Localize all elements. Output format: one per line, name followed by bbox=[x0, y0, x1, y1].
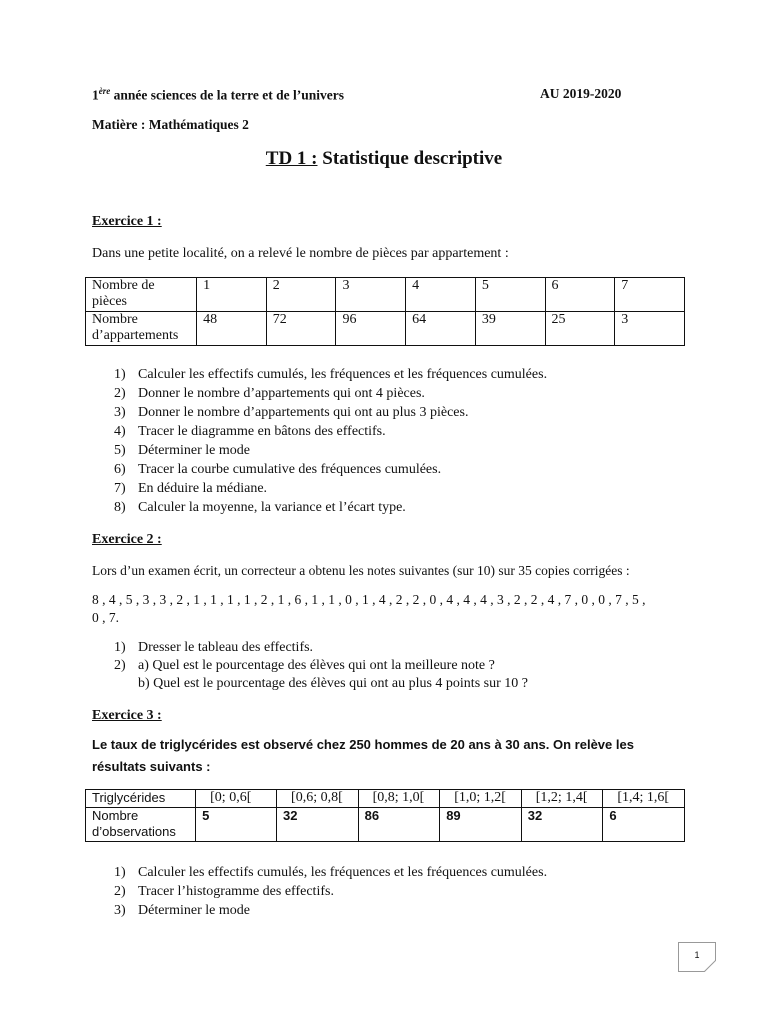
exercise-1-questions bbox=[114, 365, 547, 517]
exercise-2-notes-line-1: 8 , 4 , 5 , 3 , 3 , 2 , 1 , 1 , 1 , 1 , 2 , 1 , 6 , 1 , 1 , 0 , 1 , 4 , 2 , 2 , 0 , 4 , 4 , 4 , 3 , 2 , 2 , 4 , 7 , 0 , 0 , 7 , 5 , bbox=[92, 592, 646, 607]
pieces-table bbox=[85, 277, 685, 346]
table-row-label: Triglycérides bbox=[86, 790, 196, 808]
exercise-2-question-2a: 2) a) Quel est le pourcentage des élèves qui ont la meilleure note ? bbox=[114, 658, 495, 673]
table-cell: [1,2; 1,4[ bbox=[521, 790, 603, 808]
page-number-label: 1 bbox=[694, 950, 700, 960]
table-cell: [0,6; 0,8[ bbox=[277, 790, 359, 808]
table-cell: 25 bbox=[545, 312, 615, 346]
list-item: 8) Calculer la moyenne, la variance et l’écart type. bbox=[114, 500, 406, 515]
course-level bbox=[92, 86, 344, 104]
table-cell: 32 bbox=[277, 808, 359, 842]
list-item: 3) Donner le nombre d’appartements qui ont au plus 3 pièces. bbox=[114, 405, 469, 420]
table-cell: 6 bbox=[603, 808, 685, 842]
table-cell: [0; 0,6[ bbox=[196, 790, 277, 808]
program-name: année sciences de la terre et de l’univers bbox=[110, 87, 344, 103]
table-cell: 5 bbox=[475, 278, 545, 312]
table-cell: 89 bbox=[440, 808, 522, 842]
table-cell: 72 bbox=[266, 312, 336, 346]
exercise-3-intro-line-1: Le taux de triglycérides est observé chez 250 hommes de 20 ans à 30 ans. On relève les bbox=[92, 737, 634, 752]
list-item: 4) Tracer le diagramme en bâtons des effectifs. bbox=[114, 424, 386, 439]
table-cell: 2 bbox=[266, 278, 336, 312]
table-cell: 86 bbox=[358, 808, 440, 842]
table-cell: 39 bbox=[475, 312, 545, 346]
subject-line: Matière : Mathématiques 2 bbox=[92, 117, 249, 132]
list-item: 3) Déterminer le mode bbox=[114, 903, 250, 918]
exercise-3-questions bbox=[114, 863, 547, 920]
level-number: 1 bbox=[92, 87, 99, 103]
list-item: 6) Tracer la courbe cumulative des fréquences cumulées. bbox=[114, 462, 442, 477]
page-number bbox=[678, 942, 716, 972]
table-row-label: Nombre de pièces bbox=[86, 278, 197, 312]
title-name: Statistique descriptive bbox=[317, 148, 503, 169]
list-item: 5) Déterminer le mode bbox=[114, 443, 250, 458]
table-cell: 1 bbox=[197, 278, 267, 312]
level-superscript: ère bbox=[98, 86, 111, 96]
list-item: 2) Donner le nombre d’appartements qui ont 4 pièces. bbox=[114, 386, 425, 401]
table-cell: [1,0; 1,2[ bbox=[440, 790, 522, 808]
exercise-1-heading: Exercice 1 : bbox=[92, 214, 162, 229]
table-cell: 32 bbox=[521, 808, 603, 842]
table-row bbox=[86, 790, 685, 808]
table-cell: 48 bbox=[197, 312, 267, 346]
exercise-3-intro-line-2: résultats suivants : bbox=[92, 759, 211, 774]
table-cell: 5 bbox=[196, 808, 277, 842]
table-row bbox=[86, 808, 685, 842]
list-item: 1) Calculer les effectifs cumulés, les fréquences et les fréquences cumulées. bbox=[114, 367, 548, 382]
exercise-2-question-2b: b) Quel est le pourcentage des élèves qui ont au plus 4 points sur 10 ? bbox=[138, 676, 528, 691]
exercise-2-question-1: 1) Dresser le tableau des effectifs. bbox=[114, 640, 314, 655]
table-cell: 6 bbox=[545, 278, 615, 312]
table-row-label: Nombre d’appartements bbox=[86, 312, 197, 346]
table-cell: 64 bbox=[406, 312, 476, 346]
table-cell: 3 bbox=[615, 312, 685, 346]
exercise-2-intro: Lors d’un examen écrit, un correcteur a obtenu les notes suivantes (sur 10) sur 35 copies corrigées : bbox=[92, 563, 630, 578]
table-cell: 96 bbox=[336, 312, 406, 346]
table-cell: 7 bbox=[615, 278, 685, 312]
table-row-label: Nombre d’observations bbox=[86, 808, 196, 842]
triglycerides-table bbox=[85, 789, 685, 842]
table-cell: [1,4; 1,6[ bbox=[603, 790, 685, 808]
table-cell: 4 bbox=[406, 278, 476, 312]
exercise-2-notes-line-2: 0 , 7. bbox=[92, 610, 119, 625]
list-item: 1) Calculer les effectifs cumulés, les fréquences et les fréquences cumulées. bbox=[114, 865, 548, 880]
table-cell: 3 bbox=[336, 278, 406, 312]
title-td: TD 1 : bbox=[265, 148, 318, 169]
table-row bbox=[86, 278, 685, 312]
list-item: 2) Tracer l’histogramme des effectifs. bbox=[114, 884, 334, 899]
table-cell: [0,8; 1,0[ bbox=[358, 790, 440, 808]
page-title bbox=[0, 148, 768, 170]
academic-year: AU 2019-2020 bbox=[540, 86, 622, 101]
exercise-3-heading: Exercice 3 : bbox=[92, 708, 162, 723]
exercise-2-heading: Exercice 2 : bbox=[92, 532, 162, 547]
page-curl-icon bbox=[704, 960, 716, 972]
exercise-1-intro: Dans une petite localité, on a relevé le nombre de pièces par appartement : bbox=[92, 246, 509, 261]
list-item: 7) En déduire la médiane. bbox=[114, 481, 268, 496]
table-row bbox=[86, 312, 685, 346]
